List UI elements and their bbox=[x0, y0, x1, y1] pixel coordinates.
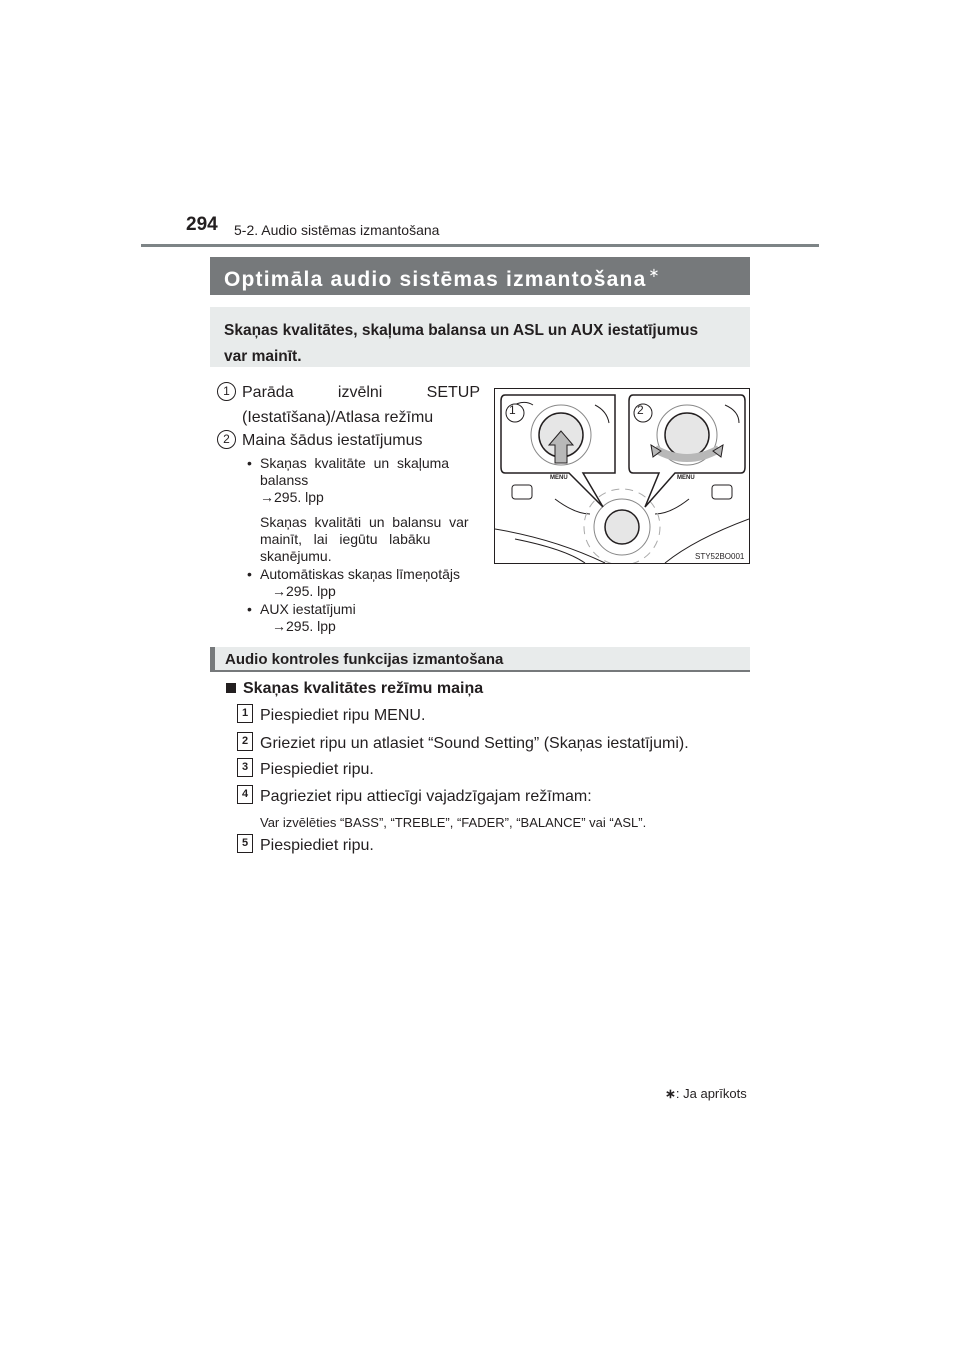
subitem-description bbox=[260, 514, 480, 565]
item-1-line-2: (Iestatīšana)/Atlasa režīmu bbox=[242, 409, 434, 426]
intro-box bbox=[210, 307, 750, 367]
bullet: • bbox=[247, 601, 252, 617]
item-2: Maina šādus iestatījumus bbox=[242, 432, 423, 449]
step-number: 2 bbox=[237, 732, 253, 751]
asterisk-marker: ∗ bbox=[665, 1086, 676, 1101]
step-number: 5 bbox=[237, 834, 253, 853]
subitem-asl bbox=[260, 566, 460, 600]
section-title: 5-2. Audio sistēmas izmantošana bbox=[234, 222, 440, 238]
page-title bbox=[210, 257, 750, 295]
intro-line-1: Skaņas kvalitātes, skaļuma balansa un ASL un AUX iestatījumus bbox=[224, 322, 699, 339]
step-text: Piespiediet ripu. bbox=[260, 837, 374, 854]
illustration-code: STY52BO001 bbox=[695, 552, 745, 561]
audio-control-illustration bbox=[494, 388, 750, 564]
illustration-callout-2: 2 bbox=[637, 403, 644, 417]
page-reference: →295. lpp bbox=[260, 489, 324, 505]
bullet: • bbox=[247, 566, 252, 582]
subitem-line: Automātiskas skaņas līmeņotājs bbox=[260, 566, 460, 582]
subitem-sound-quality bbox=[260, 455, 480, 506]
item-1-word: izvēlni bbox=[337, 384, 383, 401]
subitem-line: mainīt, lai iegūtu labāku bbox=[260, 531, 431, 547]
intro-line-2: var mainīt. bbox=[224, 348, 302, 365]
step-note: Var izvēlēties “BASS”, “TREBLE”, “FADER”, “BALANCE” vai “ASL”. bbox=[260, 815, 647, 830]
subitem-line: AUX iestatījumi bbox=[260, 601, 356, 617]
mode-heading-text: Skaņas kvalitātes režīmu maiņa bbox=[243, 680, 484, 697]
step-number: 1 bbox=[237, 704, 253, 723]
footnote-text: : Ja aprīkots bbox=[675, 1086, 747, 1101]
illustration-callout-1: 1 bbox=[509, 403, 516, 417]
step-text: Grieziet ripu un atlasiet “Sound Setting” (Skaņas iestatījumi). bbox=[260, 735, 689, 752]
subitem-line: Skaņas kvalitāte un skaļuma bbox=[260, 455, 450, 471]
page-reference: →295. lpp bbox=[272, 618, 336, 634]
square-bullet-icon bbox=[226, 683, 236, 693]
footnote bbox=[665, 1086, 747, 1102]
subitem-line: Skaņas kvalitāti un balansu var bbox=[260, 514, 469, 530]
bullet: • bbox=[247, 455, 252, 471]
page-reference: →295. lpp bbox=[272, 583, 336, 599]
subitem-aux bbox=[260, 601, 356, 635]
step-text: Piespiediet ripu MENU. bbox=[260, 707, 426, 724]
page-title-text: Optimāla audio sistēmas izmantošana bbox=[224, 268, 647, 291]
step-number: 3 bbox=[237, 758, 253, 777]
section-heading: Audio kontroles funkcijas izmantošana bbox=[210, 647, 750, 672]
callout-number-1: 1 bbox=[217, 382, 236, 401]
menu-label-left: MENU bbox=[550, 475, 568, 481]
illustration-drawing bbox=[495, 389, 749, 563]
item-1-line-1 bbox=[242, 382, 480, 404]
item-1-word: Parāda bbox=[242, 384, 294, 401]
step-text: Piespiediet ripu. bbox=[260, 761, 374, 778]
callout-number-2: 2 bbox=[217, 430, 236, 449]
page-number: 294 bbox=[186, 214, 218, 235]
item-1 bbox=[242, 382, 480, 429]
step-text: Pagrieziet ripu attiecīgi vajadzīgajam režīmam: bbox=[260, 788, 592, 805]
item-1-word: SETUP bbox=[426, 384, 480, 401]
subitem-line: balanss bbox=[260, 472, 309, 488]
mode-heading bbox=[226, 680, 483, 698]
step-number: 4 bbox=[237, 785, 253, 804]
subitem-line: skanējumu. bbox=[260, 548, 332, 564]
asterisk-marker: ∗ bbox=[648, 265, 661, 280]
menu-label-right: MENU bbox=[677, 475, 695, 481]
header-rule bbox=[141, 244, 819, 247]
